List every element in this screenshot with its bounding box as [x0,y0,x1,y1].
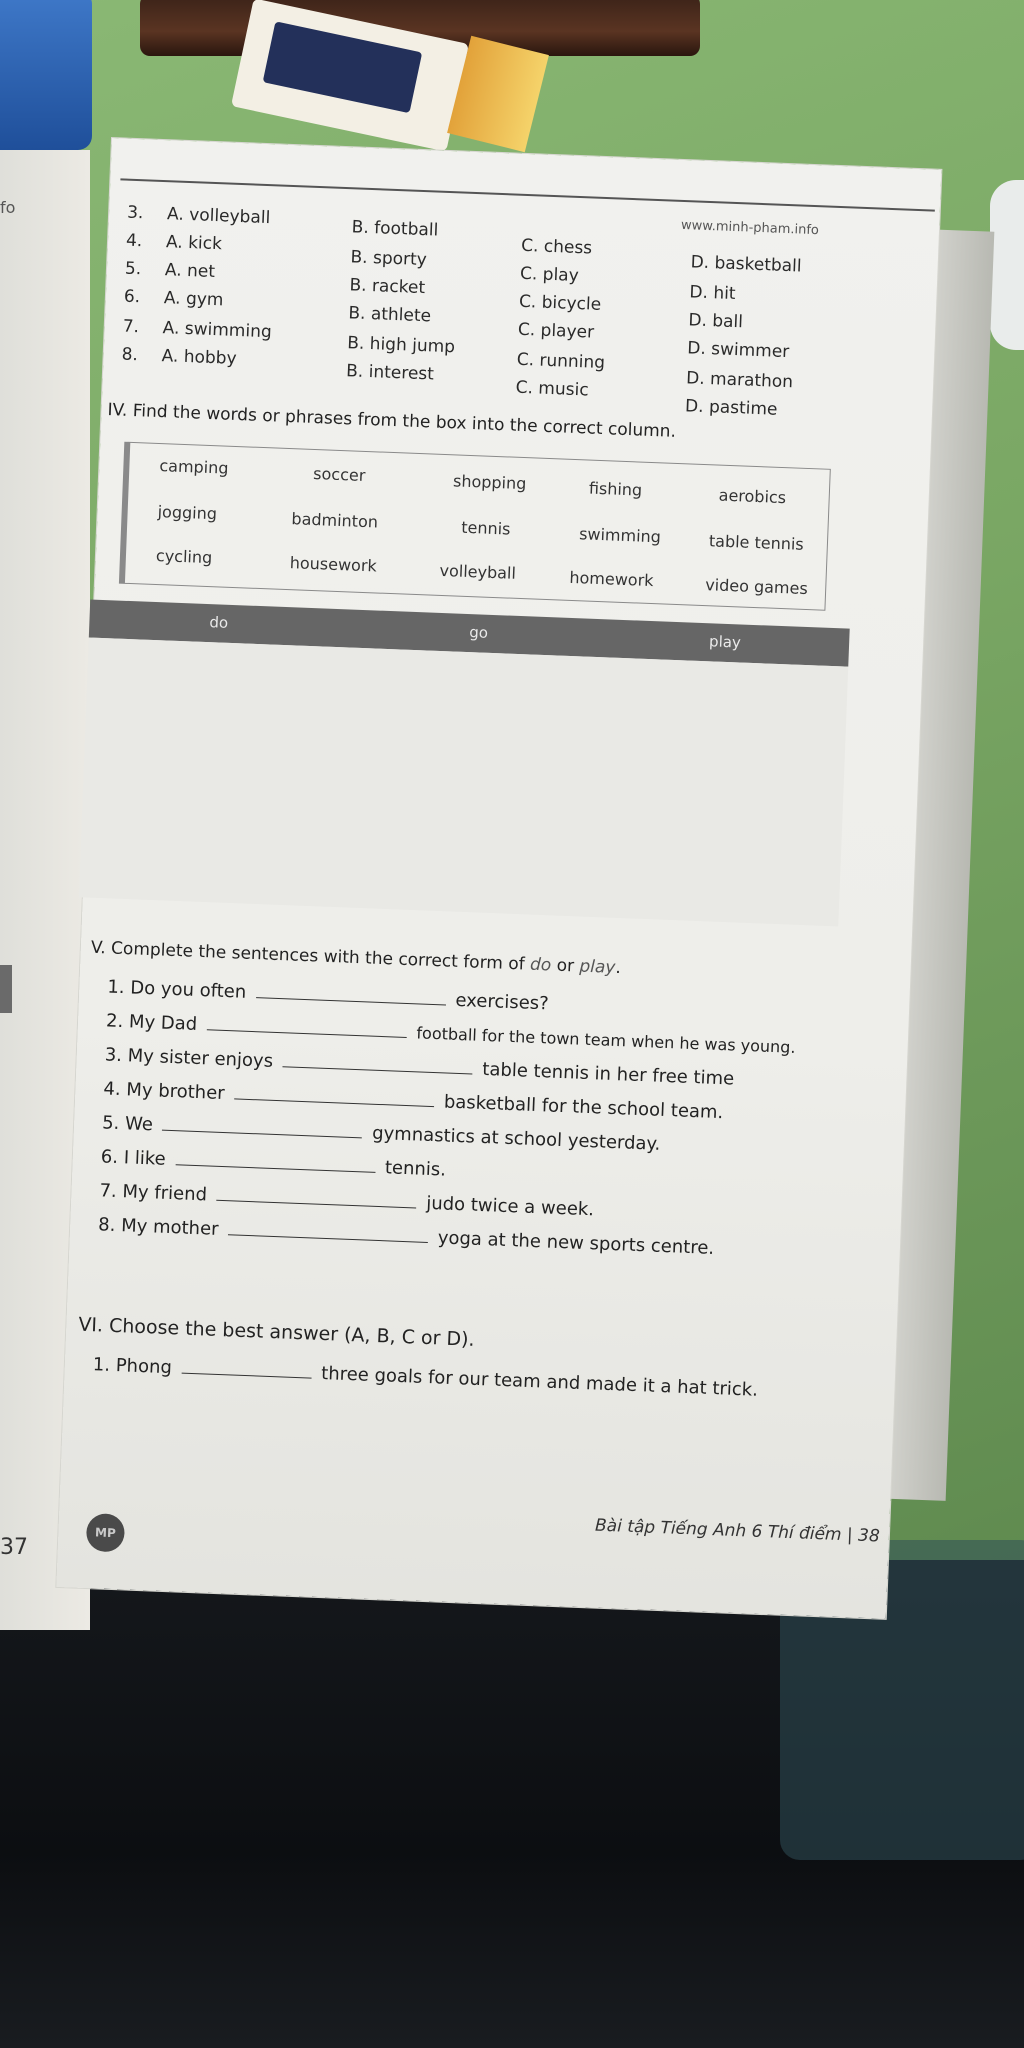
answer-blank[interactable] [162,1116,362,1139]
word-item: shopping [452,471,527,494]
mc-option-c: C. player [517,319,595,343]
mc-num: 3. [126,202,144,224]
answer-blank[interactable] [228,1220,428,1243]
sentence-pre: My Dad [128,1011,198,1035]
mc-option-b: B. sporty [350,247,428,271]
page-footer: Bài tập Tiếng Anh 6 Thí điểm | 38 [594,1515,881,1547]
sentence-post: gymnastics at school yesterday. [371,1122,661,1155]
word-item: tennis [460,517,511,539]
sentence-pre: I like [123,1147,167,1170]
sentence-num: 2. [105,1010,124,1033]
mc-option-a: A. swimming [162,318,273,343]
column-play: play [708,632,742,652]
sentence-post: yoga at the new sports centre. [437,1227,715,1259]
sentence-num: 4. [103,1078,122,1101]
sentence-post: basketball for the school team. [443,1091,724,1124]
section-v-title-play: play [579,956,616,978]
mc-option-a: A. gym [163,288,224,311]
mc-option-a: A. net [164,260,216,283]
mc-option-b: B. football [351,217,439,241]
column-answer-area [79,637,848,926]
mc-option-c: C. running [516,349,606,374]
mc-num: 7. [122,316,140,338]
mc-option-c: C. chess [520,235,593,259]
mc-num: 8. [121,344,139,366]
mc-option-d: D. pastime [684,396,778,420]
question-num: 1. [92,1354,111,1376]
word-item: table tennis [708,531,805,554]
mc-option-c: C. play [519,263,580,287]
answer-blank[interactable] [216,1186,416,1209]
sentence-post: table tennis in her free time [481,1058,735,1090]
sentence-item [102,1112,661,1154]
mc-option-b: B. interest [345,361,435,385]
answer-blank[interactable] [175,1150,375,1173]
mc-option-d: D. ball [688,310,744,333]
answer-blank[interactable] [181,1359,311,1379]
mc-num: 5. [124,258,142,280]
sentence-item [107,976,549,1014]
word-item: cycling [155,546,213,568]
mc-option-b: B. racket [349,275,426,299]
word-item: soccer [312,463,366,485]
section-v-title-or: or [550,955,580,977]
word-item: housework [289,553,378,576]
word-item: swimming [578,524,662,547]
sentence-num: 6. [100,1146,119,1168]
sentence-pre: My brother [125,1079,226,1105]
mc-option-c: C. bicycle [518,291,602,315]
mc-option-a: A. hobby [161,346,237,369]
blue-object [0,0,92,150]
left-page-number: 37 [0,1535,28,1560]
section-iv-title: IV. Find the words or phrases from the box into the correct column. [107,400,677,442]
sentence-num: 3. [104,1044,123,1067]
sentence-pre: Do you often [129,977,247,1003]
question-pre: Phong [115,1355,173,1379]
answer-blank[interactable] [207,1015,407,1038]
sentence-num: 8. [97,1214,116,1236]
sentence-pre: My mother [120,1215,219,1240]
answer-blank[interactable] [283,1052,473,1074]
word-item: fishing [588,478,643,500]
left-page-tab [0,965,12,1013]
answer-blank[interactable] [256,983,446,1005]
sentence-post: judo twice a week. [425,1192,595,1221]
answer-blank[interactable] [234,1084,434,1107]
left-page-edge-text: fo [0,198,16,217]
word-item: video games [704,575,809,599]
sentence-post: exercises? [455,989,550,1015]
section-v-title-do: do [529,954,552,976]
sentence-post: tennis. [384,1157,447,1181]
mc-option-a: A. volleyball [166,204,271,229]
sentence-item [98,1214,715,1259]
word-item: aerobics [718,485,787,508]
column-go: go [468,623,489,642]
word-item: volleyball [439,560,517,583]
sentence-pre: My sister enjoys [127,1045,274,1072]
sentence-num: 1. [107,976,125,999]
website-url: www.minh-pham.info [680,217,820,239]
sentence-pre: My friend [122,1181,208,1206]
section-vi-title: VI. Choose the best answer (A, B, C or D). [78,1313,475,1351]
mc-option-c: C. music [515,377,589,401]
word-item: camping [159,456,229,478]
section-v-title [91,938,622,978]
mc-option-b: B. high jump [346,333,456,358]
section-v-title-end: . [615,957,622,979]
sentence-num: 7. [99,1180,118,1202]
word-item: homework [569,567,654,591]
sentence-num: 5. [101,1112,120,1135]
word-item: jogging [157,502,218,524]
sentence-pre: We [124,1113,154,1136]
sentence-item [100,1146,446,1180]
mc-num: 4. [125,230,143,252]
word-box [119,442,831,611]
mc-option-d: D. basketball [690,252,802,277]
mc-option-a: A. kick [165,232,223,255]
workbook-page [56,138,941,1619]
mc-option-d: D. hit [689,282,736,305]
mc-option-d: D. marathon [685,368,794,393]
sentence-post: football for the town team when he was young. [416,1023,796,1057]
column-do: do [209,613,229,632]
section-v-title-pre: V. Complete the sentences with the correct form of [90,937,531,975]
word-item: badminton [291,509,379,532]
question-item [92,1354,758,1401]
publisher-logo: MP [86,1513,125,1552]
mc-num: 6. [123,286,141,308]
mc-option-b: B. athlete [348,303,432,327]
sentence-item [99,1180,594,1220]
white-tube [990,180,1024,350]
question-post: three goals for our team and made it a hat trick. [320,1362,759,1401]
mc-option-d: D. swimmer [686,338,790,363]
